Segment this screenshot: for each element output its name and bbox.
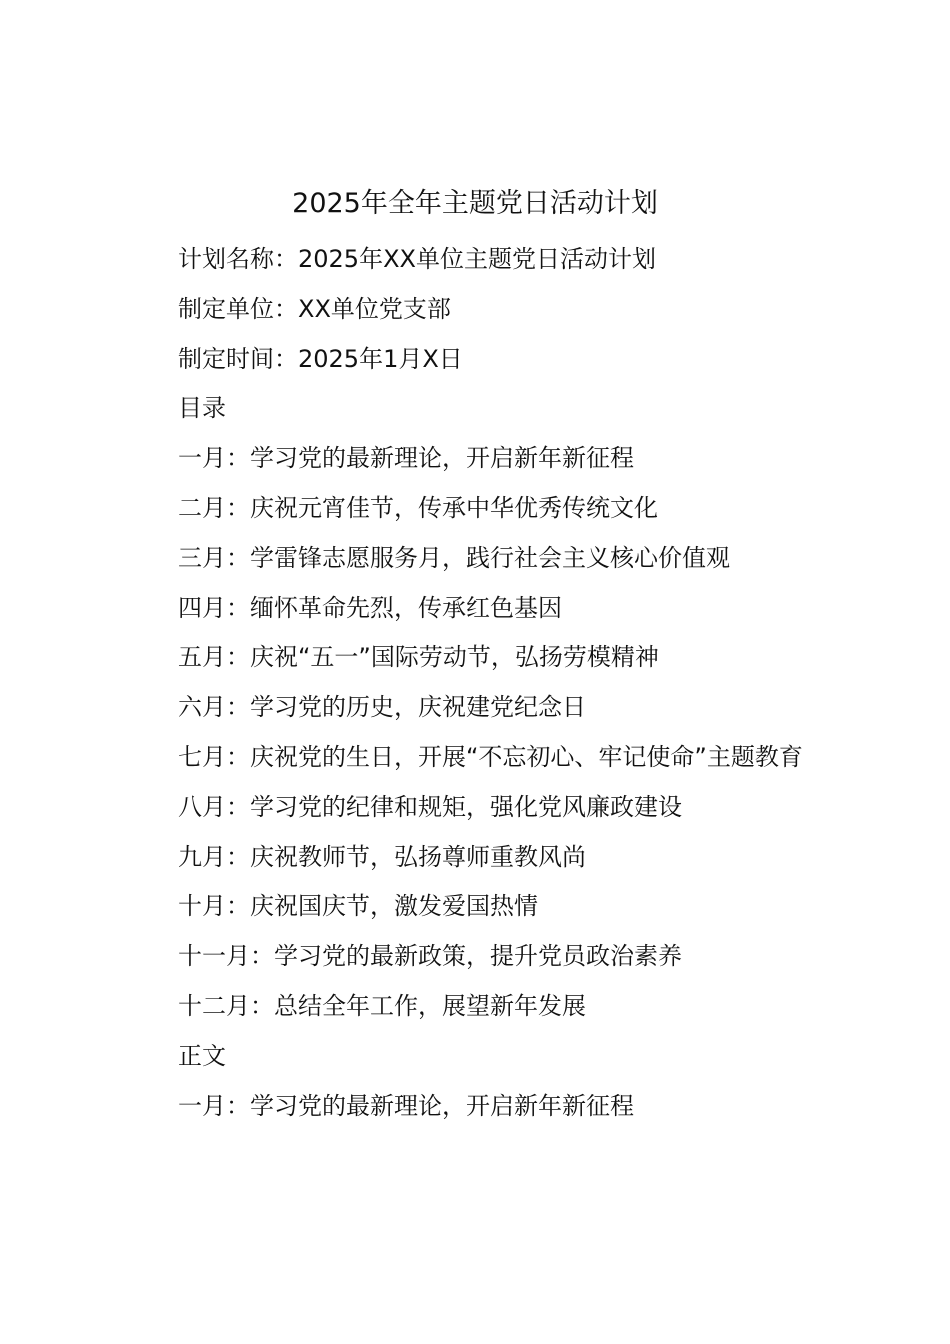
toc-item-jan: 一月：学习党的最新理论，开启新年新征程: [178, 444, 634, 473]
toc-item-aug: 八月：学习党的纪律和规矩，强化党风廉政建设: [178, 792, 682, 821]
toc-item-apr: 四月：缅怀革命先烈，传承红色基因: [178, 593, 562, 622]
toc-heading: 目录: [178, 394, 226, 423]
toc-item-jun: 六月：学习党的历史，庆祝建党纪念日: [178, 693, 586, 722]
document-title: 2025年全年主题党日活动计划: [292, 188, 658, 219]
toc-item-sep: 九月：庆祝教师节，弘扬尊师重教风尚: [178, 842, 586, 871]
toc-item-feb: 二月：庆祝元宵佳节，传承中华优秀传统文化: [178, 493, 658, 522]
toc-item-may: 五月：庆祝“五一”国际劳动节，弘扬劳模精神: [178, 643, 659, 672]
toc-item-mar: 三月：学雷锋志愿服务月，践行社会主义核心价值观: [178, 543, 730, 572]
toc-item-jul: 七月：庆祝党的生日，开展“不忘初心、牢记使命”主题教育: [178, 742, 803, 771]
issuer-line: 制定单位：XX单位党支部: [178, 294, 451, 323]
toc-item-dec: 十二月：总结全年工作，展望新年发展: [178, 991, 586, 1020]
body-section-jan-heading: 一月：学习党的最新理论，开启新年新征程: [178, 1091, 634, 1120]
toc-item-nov: 十一月：学习党的最新政策，提升党员政治素养: [178, 942, 682, 971]
body-heading: 正文: [178, 1041, 226, 1070]
document-body: [128, 235, 848, 1131]
toc-item-oct: 十月：庆祝国庆节，激发爱国热情: [178, 892, 538, 921]
date-line: 制定时间：2025年1月X日: [178, 344, 463, 373]
plan-name-line: 计划名称：2025年XX单位主题党日活动计划: [178, 245, 656, 273]
